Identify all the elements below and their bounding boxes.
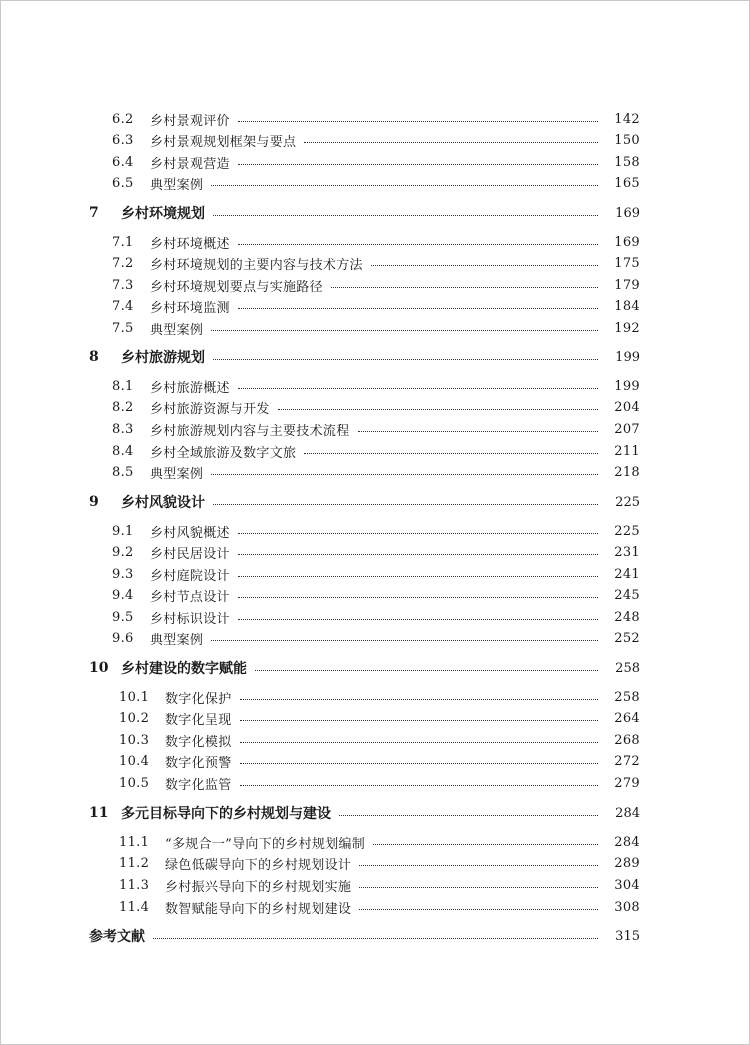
toc-entry-title: 乡村民居设计: [150, 546, 230, 562]
dot-leader: [373, 844, 598, 845]
toc-entry-title: 数字化模拟: [165, 734, 232, 750]
toc-section-row[interactable]: [1, 253, 749, 273]
toc-entry-number: 8.1: [112, 378, 134, 394]
toc-entry-number: 10.3: [119, 732, 150, 748]
toc-entry-title: 乡村旅游规划: [121, 350, 205, 366]
toc-entry-number: 6.5: [112, 175, 134, 191]
toc-entry-number: 11.1: [119, 834, 150, 850]
toc-section-row[interactable]: [1, 564, 749, 584]
toc-entry-number: 10.5: [119, 775, 150, 791]
toc-page-number: 284: [615, 805, 640, 821]
toc-entry-number: 8.4: [112, 443, 134, 459]
toc-entry-number: 9.1: [112, 523, 134, 539]
toc-section-row[interactable]: [1, 376, 749, 396]
toc-page-number: 268: [614, 732, 640, 748]
toc-page-number: 169: [615, 205, 640, 221]
toc-page-number: 179: [614, 277, 640, 293]
toc-entry-number: 9.5: [112, 609, 134, 625]
dot-leader: [240, 699, 598, 700]
toc-entry-title: 乡村振兴导向下的乡村规划实施: [165, 879, 352, 895]
toc-entry-title: 绿色低碳导向下的乡村规划设计: [165, 857, 352, 873]
toc-page-number: 241: [614, 566, 640, 582]
toc-section-row[interactable]: [1, 441, 749, 461]
toc-page-number: 258: [614, 689, 640, 705]
toc-entry-title: 多元目标导向下的乡村规划与建设: [121, 806, 331, 822]
toc-entry-title: 乡村风貌设计: [121, 495, 205, 511]
toc-section-row[interactable]: [1, 542, 749, 562]
toc-entry-title: 数字化监管: [165, 777, 232, 793]
toc-section-row[interactable]: [1, 628, 749, 648]
toc-entry-title: 数字化保护: [165, 691, 232, 707]
toc-page-number: 264: [614, 710, 640, 726]
toc-entry-number: 7: [89, 205, 99, 221]
toc-entry-title: 乡村标识设计: [150, 611, 230, 627]
dot-leader: [211, 474, 598, 475]
toc-page-number: 211: [614, 443, 640, 459]
toc-chapter-row[interactable]: [1, 492, 749, 512]
dot-leader: [153, 938, 598, 939]
toc-chapter-row[interactable]: [1, 347, 749, 367]
toc-entry-number: 11.3: [119, 877, 150, 893]
toc-entry-title: 数字化呈现: [165, 712, 232, 728]
toc-entry-number: 7.5: [112, 320, 134, 336]
toc-page-number: 150: [614, 132, 640, 148]
toc-entry-title: 典型案例: [150, 632, 204, 648]
toc-section-row[interactable]: [1, 397, 749, 417]
toc-entry-number: 7.2: [112, 255, 134, 271]
toc-page-number: 304: [614, 877, 640, 893]
toc-entry-number: 10.4: [119, 753, 150, 769]
dot-leader: [238, 121, 598, 122]
toc-entry-title: 乡村旅游规划内容与主要技术流程: [150, 423, 350, 439]
toc-entry-number: 6.3: [112, 132, 134, 148]
toc-section-row[interactable]: [1, 730, 749, 750]
dot-leader: [238, 164, 598, 165]
toc-entry-number: 7.1: [112, 234, 134, 250]
toc-entry-number: 9.3: [112, 566, 134, 582]
toc-section-row[interactable]: [1, 687, 749, 707]
dot-leader: [238, 388, 598, 389]
toc-page-number: 204: [614, 399, 640, 415]
toc-entry-title: 乡村环境规划的主要内容与技术方法: [150, 257, 363, 273]
dot-leader: [240, 785, 598, 786]
toc-entry-number: 9: [89, 494, 99, 510]
toc-section-row[interactable]: [1, 853, 749, 873]
toc-page-number: 231: [614, 544, 640, 560]
toc-section-row[interactable]: [1, 152, 749, 172]
toc-page-number: 284: [614, 834, 640, 850]
toc-section-row[interactable]: [1, 875, 749, 895]
dot-leader: [359, 909, 598, 910]
dot-leader: [255, 670, 598, 671]
toc-page-number: 225: [615, 494, 640, 510]
toc-entry-number: 10: [89, 660, 109, 676]
toc-page-number: 248: [614, 609, 640, 625]
toc-chapter-row[interactable]: [1, 658, 749, 678]
toc-entry-number: 11: [89, 805, 109, 821]
toc-page-number: 225: [614, 523, 640, 539]
toc-page-number: 279: [614, 775, 640, 791]
toc-page-number: 165: [614, 175, 640, 191]
dot-leader: [339, 815, 598, 816]
toc-section-row[interactable]: [1, 607, 749, 627]
toc-entry-title: 乡村节点设计: [150, 589, 230, 605]
toc-section-row[interactable]: [1, 296, 749, 316]
toc-entry-number: 9.2: [112, 544, 134, 560]
toc-entry-number: 9.6: [112, 630, 134, 646]
toc-page-number: 142: [614, 111, 640, 127]
toc-entry-number: 11.4: [119, 899, 150, 915]
toc-section-row[interactable]: [1, 585, 749, 605]
toc-entry-number: 9.4: [112, 587, 134, 603]
toc-entry-number: 11.2: [119, 855, 150, 871]
toc-entry-number: 8.3: [112, 421, 134, 437]
toc-page-number: 315: [615, 928, 640, 944]
toc-section-row[interactable]: [1, 419, 749, 439]
toc-entry-number: 7.3: [112, 277, 134, 293]
toc-entry-title: 乡村庭院设计: [150, 568, 230, 584]
toc-entry-title: 典型案例: [150, 322, 204, 338]
toc-entry-title: 典型案例: [150, 177, 204, 193]
toc-section-row[interactable]: [1, 773, 749, 793]
toc-page-number: 272: [614, 753, 640, 769]
dot-leader: [331, 287, 598, 288]
toc-entry-title: 数智赋能导向下的乡村规划建设: [165, 901, 352, 917]
toc-page-number: 289: [614, 855, 640, 871]
toc-entry-number: 8.5: [112, 464, 134, 480]
toc-page-number: 252: [614, 630, 640, 646]
toc-page-number: 175: [614, 255, 640, 271]
dot-leader: [371, 265, 598, 266]
toc-page-number: 258: [615, 660, 640, 676]
toc-page-number: 158: [614, 154, 640, 170]
dot-leader: [213, 215, 598, 216]
toc-entry-number: 10.1: [119, 689, 150, 705]
dot-leader: [213, 359, 598, 360]
dot-leader: [240, 763, 598, 764]
dot-leader: [211, 185, 598, 186]
dot-leader: [359, 865, 598, 866]
dot-leader: [238, 576, 598, 577]
toc-section-row[interactable]: [1, 521, 749, 541]
toc-section-row[interactable]: [1, 318, 749, 338]
toc-page-number: 199: [615, 349, 640, 365]
toc-entry-title: 乡村环境规划要点与实施路径: [150, 279, 323, 295]
toc-entry-number: 8: [89, 349, 99, 365]
toc-section-row[interactable]: [1, 275, 749, 295]
dot-leader: [213, 504, 598, 505]
dot-leader: [238, 619, 598, 620]
toc-page-number: 245: [614, 587, 640, 603]
dot-leader: [238, 533, 598, 534]
dot-leader: [304, 453, 598, 454]
toc-entry-title: 乡村环境规划: [121, 206, 205, 222]
dot-leader: [238, 554, 598, 555]
toc-section-row[interactable]: [1, 109, 749, 129]
dot-leader: [358, 431, 598, 432]
dot-leader: [240, 720, 598, 721]
toc-entry-title: 乡村建设的数字赋能: [121, 661, 247, 677]
toc-entry-title: 乡村旅游资源与开发: [150, 401, 270, 417]
toc-section-row[interactable]: [1, 130, 749, 150]
toc-entry-number: 8.2: [112, 399, 134, 415]
toc-entry-title: 乡村风貌概述: [150, 525, 230, 541]
toc-entry-title: 乡村环境概述: [150, 236, 230, 252]
toc-section-row[interactable]: [1, 897, 749, 917]
dot-leader: [240, 742, 598, 743]
toc-entry-title: 典型案例: [150, 466, 204, 482]
toc-section-row[interactable]: [1, 173, 749, 193]
toc-entry-number: 6.4: [112, 154, 134, 170]
toc-page-number: 169: [614, 234, 640, 250]
toc-section-row[interactable]: [1, 751, 749, 771]
dot-leader: [359, 887, 598, 888]
dot-leader: [211, 330, 598, 331]
toc-section-row[interactable]: [1, 462, 749, 482]
toc-page-number: 184: [614, 298, 640, 314]
toc-page-number: 218: [614, 464, 640, 480]
toc-entry-title: 参考文献: [89, 929, 145, 945]
toc-entry-title: 乡村景观规划框架与要点: [150, 134, 297, 150]
dot-leader: [238, 597, 598, 598]
dot-leader: [238, 308, 598, 309]
toc-entry-number: 7.4: [112, 298, 134, 314]
toc-page-number: 207: [614, 421, 640, 437]
toc-entry-title: 乡村景观营造: [150, 156, 230, 172]
dot-leader: [238, 244, 598, 245]
dot-leader: [211, 640, 598, 641]
toc-chapter-row[interactable]: [1, 203, 749, 223]
dot-leader: [304, 142, 598, 143]
toc-entry-title: 乡村旅游概述: [150, 380, 230, 396]
toc-entry-number: 6.2: [112, 111, 134, 127]
toc-page-number: 199: [614, 378, 640, 394]
toc-section-row[interactable]: [1, 232, 749, 252]
dot-leader: [278, 409, 598, 410]
toc-page-number: 308: [614, 899, 640, 915]
toc-section-row[interactable]: [1, 832, 749, 852]
toc-section-row[interactable]: [1, 708, 749, 728]
toc-entry-title: 乡村环境监测: [150, 300, 230, 316]
toc-page-number: 192: [614, 320, 640, 336]
toc-entry-title: 乡村全域旅游及数字文旅: [150, 445, 297, 461]
toc-entry-number: 10.2: [119, 710, 150, 726]
toc-chapter-row[interactable]: [1, 803, 749, 823]
toc-entry-title: “多规合一”导向下的乡村规划编制: [165, 836, 366, 852]
toc-entry-title: 乡村景观评价: [150, 113, 230, 129]
toc-entry-title: 数字化预警: [165, 755, 232, 771]
toc-references-row[interactable]: [1, 926, 749, 946]
